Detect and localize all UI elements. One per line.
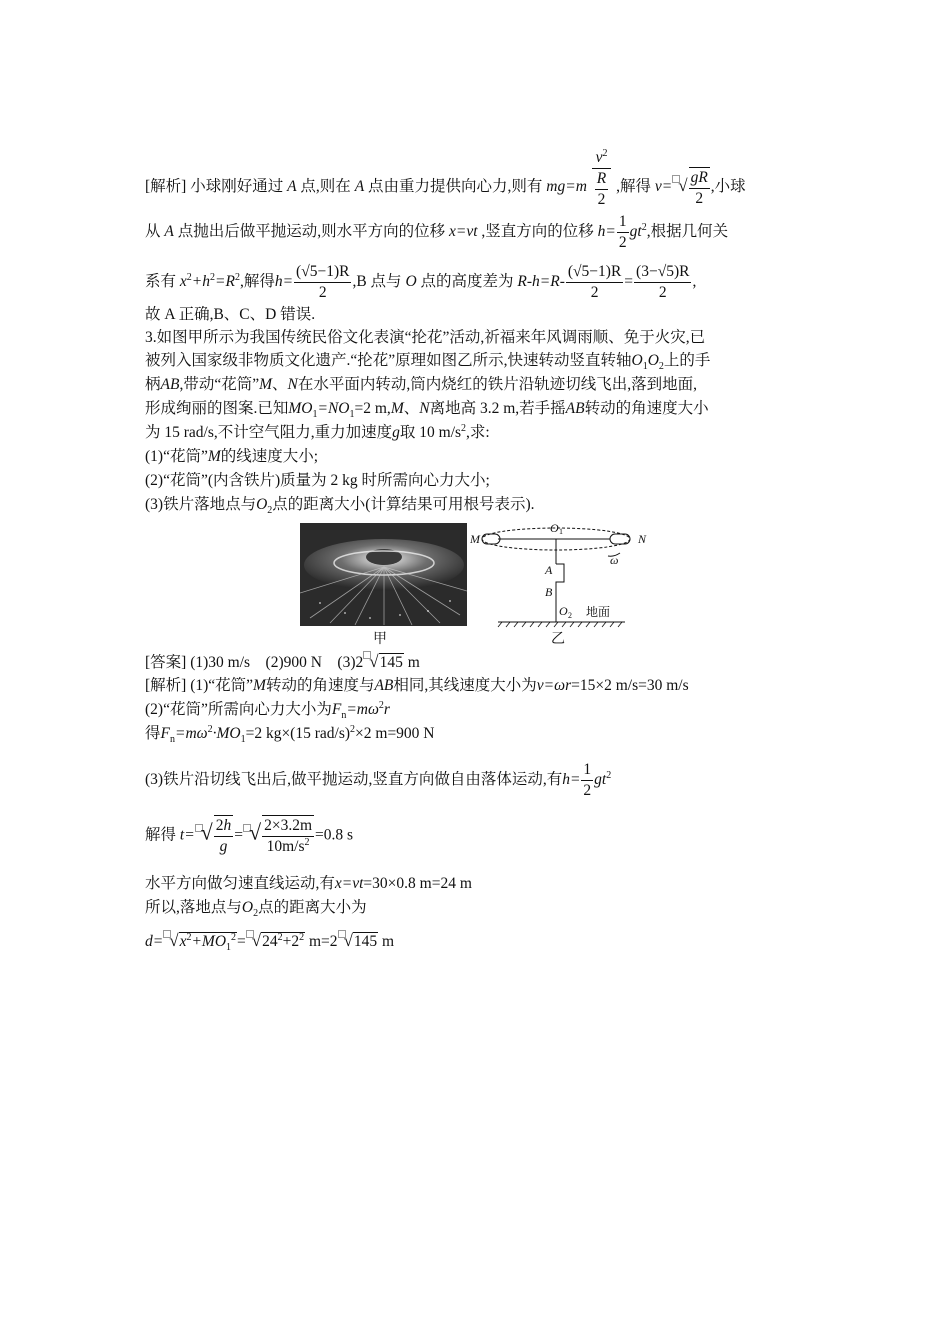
text: m=2 <box>305 933 338 950</box>
var-h: h= <box>274 273 294 291</box>
numerator <box>592 148 611 169</box>
fraction-half <box>617 212 629 253</box>
var-O: O <box>647 352 659 369</box>
formula: v=ωr <box>536 677 572 694</box>
analysis1-line2 <box>145 212 728 253</box>
num-24: 24 <box>262 933 278 950</box>
denominator <box>262 837 314 857</box>
text: 点,则在 <box>300 178 351 196</box>
text: 取 10 m/s <box>399 424 462 441</box>
radicand-3: 145 <box>353 933 378 950</box>
label-O1-sub: 1 <box>559 527 563 536</box>
var-F: F <box>160 725 170 742</box>
fraction-2h-over-g <box>214 815 234 857</box>
text: 柄 <box>145 376 161 393</box>
var-gt: gt <box>594 771 607 789</box>
var-h: +h <box>191 273 210 291</box>
numerator: 1 <box>581 760 593 781</box>
sub: n <box>169 734 175 746</box>
formula-mg: mg=m <box>546 178 587 196</box>
text: 形成绚丽的图案.已知 <box>145 400 289 417</box>
label-O1: O <box>550 522 559 535</box>
caption-jia: 甲 <box>373 632 387 647</box>
analysis3-line6 <box>145 874 472 894</box>
text: 得 <box>145 725 161 742</box>
sqrt-sign: √ <box>678 176 688 196</box>
exp: 2 <box>234 271 240 283</box>
exp: 2 <box>602 147 608 159</box>
numerator: (3−√5)R <box>634 262 691 283</box>
fraction-3-minus-sqrt5 <box>634 262 691 303</box>
denominator: 2 <box>695 189 704 207</box>
text: ×2 m=900 N <box>355 725 435 742</box>
text: ,带动“花筒” <box>179 376 260 393</box>
fireworks-photo <box>300 523 467 626</box>
text: =15×2 m/s=30 m/s <box>571 677 689 694</box>
num-2: +2 <box>282 933 300 950</box>
label-N: N <box>638 532 647 546</box>
analysis1-line4: 故 A 正确,B、C、D 错误. <box>145 306 316 323</box>
numerator: (√5−1)R <box>294 262 351 283</box>
text: 点的距离大小(计算结果可用根号表示). <box>272 496 535 513</box>
text: [解析] (1)“花筒” <box>145 677 254 694</box>
var-x: x <box>179 933 187 950</box>
sqrt-sign: √ <box>369 652 379 671</box>
exp: 2 <box>299 931 305 943</box>
denominator: 2 <box>658 284 667 301</box>
analysis3-line1 <box>145 676 689 696</box>
var-R: =R <box>215 273 235 291</box>
text: (3)铁片落地点与 <box>145 496 257 513</box>
denominator <box>592 169 611 210</box>
numerator: (√5−1)R <box>566 262 623 283</box>
text: 、 <box>272 376 288 393</box>
var-g: g <box>219 838 228 855</box>
analysis3-line8 <box>145 930 394 952</box>
var-gt: gt <box>629 223 642 241</box>
analysis1-line1 <box>145 148 746 210</box>
formula: R-h=R- <box>517 273 565 291</box>
analysis1-line3 <box>145 262 696 303</box>
denominator: 2 <box>590 284 599 301</box>
var-t: t= <box>179 826 195 844</box>
denominator: 2 <box>597 191 606 208</box>
var-MO: MO <box>288 400 313 417</box>
text: , <box>692 273 697 291</box>
formula: x=vt <box>334 875 364 892</box>
text: ,解得 <box>616 178 652 196</box>
caption-yi: 乙 <box>551 632 565 647</box>
denominator: 2 <box>618 234 627 251</box>
text: ,竖直方向的位移 <box>481 223 594 241</box>
text: =2 kg×(15 rad/s) <box>245 725 351 742</box>
question3 <box>145 495 534 515</box>
var-N: N <box>419 400 430 417</box>
question1 <box>145 447 318 467</box>
label-omega: ω <box>610 553 619 567</box>
num-2: 2 <box>215 817 224 834</box>
exp: 2 <box>210 271 215 283</box>
var-M: M <box>207 448 221 465</box>
var-x: x <box>179 273 187 291</box>
exp: 2 <box>231 931 237 943</box>
text: [解析] 小球刚好通过 <box>145 178 284 196</box>
var-M: M <box>390 400 404 417</box>
text: 系有 <box>145 273 177 291</box>
exp: 2 <box>277 931 283 943</box>
sub: 2 <box>253 908 259 920</box>
text: 所以,落地点与 <box>145 899 242 916</box>
var-M: M <box>253 677 266 694</box>
exp: 2 <box>461 422 467 434</box>
exp: 2 <box>641 221 647 233</box>
text: 点由重力提供向心力,则有 <box>368 178 543 196</box>
var-A: A <box>287 178 297 196</box>
numerator: 2×3.2m <box>262 815 314 837</box>
label-O2: O <box>559 604 568 618</box>
text: ,解得 <box>239 273 275 291</box>
var-d: d= <box>145 933 164 950</box>
text: 的线速度大小; <box>220 448 319 465</box>
sub: 2 <box>267 505 273 517</box>
numerator <box>595 169 608 190</box>
sub: 1 <box>240 734 246 746</box>
answer-line <box>145 651 420 673</box>
formula: ·MO <box>212 725 241 742</box>
var-O: O <box>405 273 417 291</box>
sub: 2 <box>658 361 664 373</box>
exp: 2 <box>378 699 384 711</box>
label-A: A <box>545 563 553 577</box>
analysis3-line7 <box>145 898 367 918</box>
text: 在水平面内转动,筒内烧红的铁片沿轨迹切线飞出,落到地面, <box>297 376 698 393</box>
sub: 1 <box>349 409 355 421</box>
var-h: h= <box>562 771 581 789</box>
problem3-line4 <box>145 399 709 419</box>
fraction-half <box>581 760 593 801</box>
label-M: M <box>470 532 480 546</box>
var-v: v= <box>654 178 673 196</box>
problem3-line3 <box>145 375 697 395</box>
var-A: A <box>354 178 365 196</box>
sqrt-sign: √ <box>249 819 262 845</box>
text: =2 m, <box>354 400 391 417</box>
text: 从 <box>145 223 161 241</box>
exp: 2 <box>186 271 192 283</box>
var-N: N <box>287 376 298 393</box>
question2: (2)“花筒”(内含铁片)质量为 2 kg 时所需向心力大小; <box>145 472 490 489</box>
formula: =mω <box>174 725 208 742</box>
tube-N <box>610 534 630 544</box>
var-O: O <box>256 496 268 513</box>
text: 转动的角速度大小 <box>584 400 709 417</box>
var-F: F <box>331 701 342 718</box>
fraction-gR-over-2 <box>689 167 710 209</box>
text: 转动的角速度与 <box>265 677 375 694</box>
text: ,小球 <box>710 178 746 196</box>
text: =30×0.8 m=24 m <box>363 875 472 892</box>
text: =0.8 s <box>315 826 354 844</box>
text: (2)“花筒”所需向心力大小为 <box>145 701 332 718</box>
answer-text: [答案] (1)30 m/s (2)900 N (3)2 <box>145 654 364 671</box>
numerator <box>689 167 710 189</box>
text: 水平方向做匀速直线运动,有 <box>145 875 335 892</box>
equals: = <box>624 273 634 291</box>
equals: = <box>237 933 246 950</box>
radicand-1 <box>179 931 237 954</box>
analysis3-line4 <box>145 760 611 801</box>
sqrt-sign: √ <box>169 931 179 950</box>
sqrt-sign: √ <box>200 819 213 845</box>
formula: x=vt <box>449 223 478 241</box>
label-ground: 地面 <box>586 605 611 619</box>
var-AB: AB <box>565 400 585 417</box>
exp: 2 <box>186 931 192 943</box>
text: 离地高 3.2 m,若手摇 <box>429 400 566 417</box>
text: 点的距离大小为 <box>258 899 367 916</box>
text: 被列入国家级非物质文化遗产.“抡花”原理如图乙所示,快速转动竖直转轴 <box>145 352 632 369</box>
fraction-sqrt5-minus-1 <box>294 262 351 303</box>
text: 上的手 <box>663 352 711 369</box>
analysis3-line3 <box>145 724 435 744</box>
rotation-diagram <box>470 522 660 648</box>
sub: 1 <box>226 942 232 954</box>
unit: m <box>403 654 420 671</box>
var-O: O <box>241 899 254 916</box>
text: 为 15 rad/s,不计空气阻力,重力加速度 <box>145 424 393 441</box>
label-O2-sub: 2 <box>568 611 572 620</box>
denominator-text: 10m/s <box>266 838 305 855</box>
var-O: O <box>631 352 643 369</box>
text: 解得 <box>145 826 177 844</box>
var-h-text: h <box>223 817 232 834</box>
analysis3-line5 <box>145 815 353 857</box>
exp: 2 <box>350 723 356 735</box>
denominator <box>214 837 234 857</box>
fraction-values <box>262 815 314 857</box>
problem3-line2 <box>145 351 710 371</box>
var-M: M <box>259 376 273 393</box>
var-v: v <box>595 149 603 166</box>
sqrt-sign: √ <box>343 931 353 950</box>
text: (1)“花筒” <box>145 448 208 465</box>
fraction-v2-over-R2 <box>592 148 611 210</box>
problem3-line5 <box>145 423 490 443</box>
fraction-R-over-2 <box>595 169 608 210</box>
var-h: h= <box>597 223 616 241</box>
text: ,求: <box>466 424 490 441</box>
text: 、 <box>403 400 420 417</box>
equals: = <box>234 826 243 844</box>
numerator: 1 <box>617 212 629 233</box>
label-B: B <box>545 585 553 599</box>
radicand: 145 <box>379 654 403 671</box>
var-gR: gR <box>690 168 708 186</box>
formula: =mω <box>346 701 379 718</box>
denominator: 2 <box>583 782 592 799</box>
text: 点抛出后做平抛运动,则水平方向的位移 <box>177 223 446 241</box>
var-R: R <box>596 170 607 187</box>
unit: m <box>378 933 395 950</box>
sub: n <box>341 710 347 722</box>
text: ,B 点与 <box>352 273 402 291</box>
analysis3-line2 <box>145 700 390 720</box>
var-AB: AB <box>374 677 394 694</box>
radicand-2 <box>261 932 305 951</box>
denominator: 2 <box>318 284 327 301</box>
sqrt-sign: √ <box>251 931 262 950</box>
text: (3)铁片沿切线飞出后,做平抛运动,竖直方向做自由落体运动,有 <box>145 771 563 789</box>
var-AB: AB <box>160 376 180 393</box>
exp: 2 <box>207 723 213 735</box>
problem3-line1: 3.如图甲所示为我国传统民俗文化表演“抡花”活动,祈福来年风调雨顺、免于火灾,已 <box>145 329 706 346</box>
text: 相同,其线速度大小为 <box>393 677 537 694</box>
var-g: g <box>392 424 400 441</box>
sub: 1 <box>312 409 318 421</box>
var-MO: +MO <box>191 933 227 950</box>
var-NO: =NO <box>317 400 350 417</box>
fraction-sqrt5-minus-1-b <box>566 262 623 303</box>
text: ,根据几何关 <box>646 223 729 241</box>
exp: 2 <box>304 836 310 848</box>
numerator <box>214 815 234 837</box>
sub: 1 <box>642 361 648 373</box>
exp: 2 <box>606 769 612 781</box>
var-r: r <box>383 701 390 718</box>
text: 点的高度差为 <box>420 273 514 291</box>
var-A: A <box>164 223 174 241</box>
